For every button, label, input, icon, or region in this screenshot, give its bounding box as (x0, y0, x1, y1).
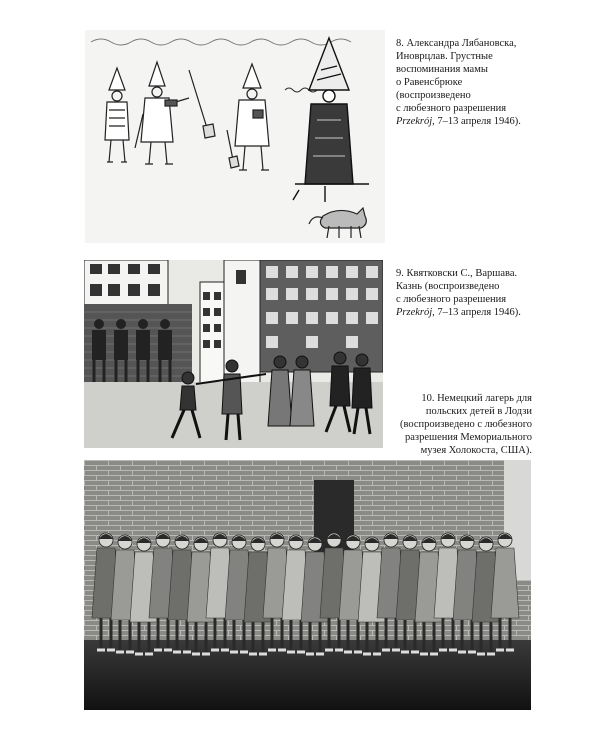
caption-plate-8 (396, 37, 521, 128)
caption-line: 10. Немецкий лагерь для (421, 393, 532, 404)
source-title: Przekrój (396, 116, 433, 127)
caption-line: с любезного разрешения (396, 294, 507, 305)
caption-line: Иноврцлав. Грустные (396, 51, 493, 62)
source-title: Przekrój (396, 307, 433, 318)
caption-line: 8. Александра Лябановска, (396, 38, 517, 49)
photo-icon (84, 460, 531, 710)
caption-line: о Равенсбрюке (396, 77, 463, 88)
caption-plate-9 (396, 267, 521, 319)
caption-line: воспоминания мамы (396, 64, 488, 75)
source-date: , 7–13 апреля 1946). (432, 307, 521, 318)
caption-line: с любезного разрешения (396, 103, 507, 114)
caption-line: разрешения Мемориального (405, 432, 532, 443)
caption-source-line (396, 115, 521, 128)
drawing-icon (85, 30, 385, 243)
caption-line: (воспроизведено (396, 90, 471, 101)
plate-10-photograph (84, 460, 531, 710)
source-date: , 7–13 апреля 1946). (432, 116, 521, 127)
drawing-icon (84, 260, 383, 448)
plate-8-drawing (85, 30, 385, 243)
caption-plate-10 (400, 392, 532, 457)
caption-line: (воспроизведено с любезного (399, 419, 532, 430)
caption-line: музея Холокоста, США). (420, 445, 532, 456)
caption-line: польских детей в Лодзи (425, 406, 532, 417)
caption-line: 9. Квятковски С., Варшава. (396, 268, 518, 279)
plate-9-drawing (84, 260, 383, 448)
caption-line: Казнь (воспроизведено (396, 281, 500, 292)
caption-source-line (396, 306, 521, 319)
